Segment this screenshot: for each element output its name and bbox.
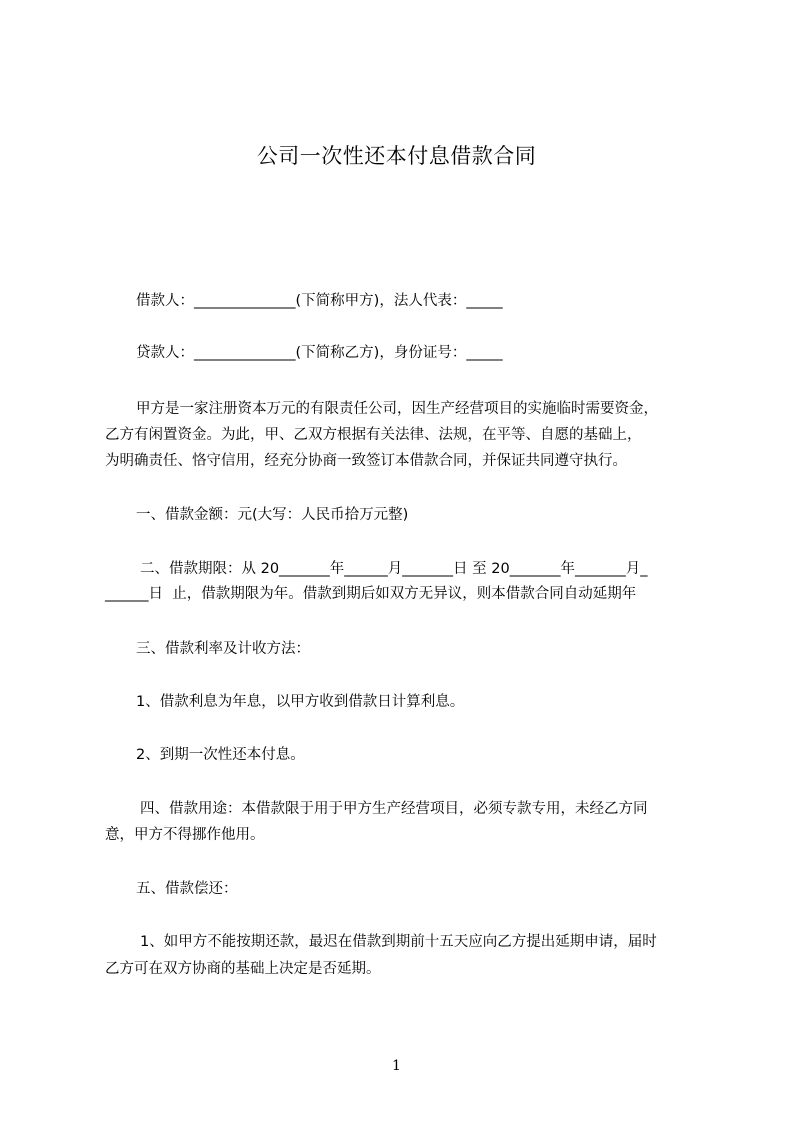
section-amount: 一、借款金额：元(大写：人民币拾万元整) (136, 507, 409, 523)
lender-line: 贷款人：______________(下简称乙方)，身份证号：_____ (136, 345, 503, 361)
section-interest-item-1: 1、借款利息为年息，以甲方收到借款日计算利息。 (136, 694, 465, 710)
section-term-line-1: 二、借款期限：从 20_______年______月_______日 至 20_______年_______月_ (140, 561, 648, 577)
page-number: 1 (392, 1058, 401, 1074)
section-repayment-item-1-line-2: 乙方可在双方协商的基础上决定是否延期。 (105, 961, 381, 977)
section-purpose-line-2: 意，甲方不得挪作他用。 (105, 827, 265, 843)
section-interest-heading: 三、借款利率及计收方法： (136, 641, 310, 657)
section-interest-item-2: 2、到期一次性还本付息。 (136, 747, 305, 763)
preamble-line-1: 甲方是一家注册资本万元的有限责任公司，因生产经营项目的实施临时需要资金， (136, 401, 658, 417)
section-purpose-line-1: 四、借款用途：本借款限于用于甲方生产经营项目，必须专款专用，未经乙方同 (140, 801, 648, 817)
section-term-line-2: ______日 止，借款期限为年。借款到期后如双方无异议，则本借款合同自动延期年 (105, 586, 637, 602)
preamble-line-2: 乙方有闲置资金。为此，甲、乙双方根据有关法律、法规，在平等、自愿的基础上， (105, 427, 642, 443)
preamble-line-3: 为明确责任、恪守信用，经充分协商一致签订本借款合同，并保证共同遵守执行。 (105, 453, 627, 469)
section-repayment-heading: 五、借款偿还： (136, 881, 238, 897)
document-title: 公司一次性还本付息借款合同 (256, 144, 537, 168)
section-repayment-item-1-line-1: 1、如甲方不能按期还款，最迟在借款到期前十五天应向乙方提出延期申请，届时 (140, 934, 657, 950)
borrower-line: 借款人：______________(下简称甲方)，法人代表：_____ (136, 293, 503, 309)
